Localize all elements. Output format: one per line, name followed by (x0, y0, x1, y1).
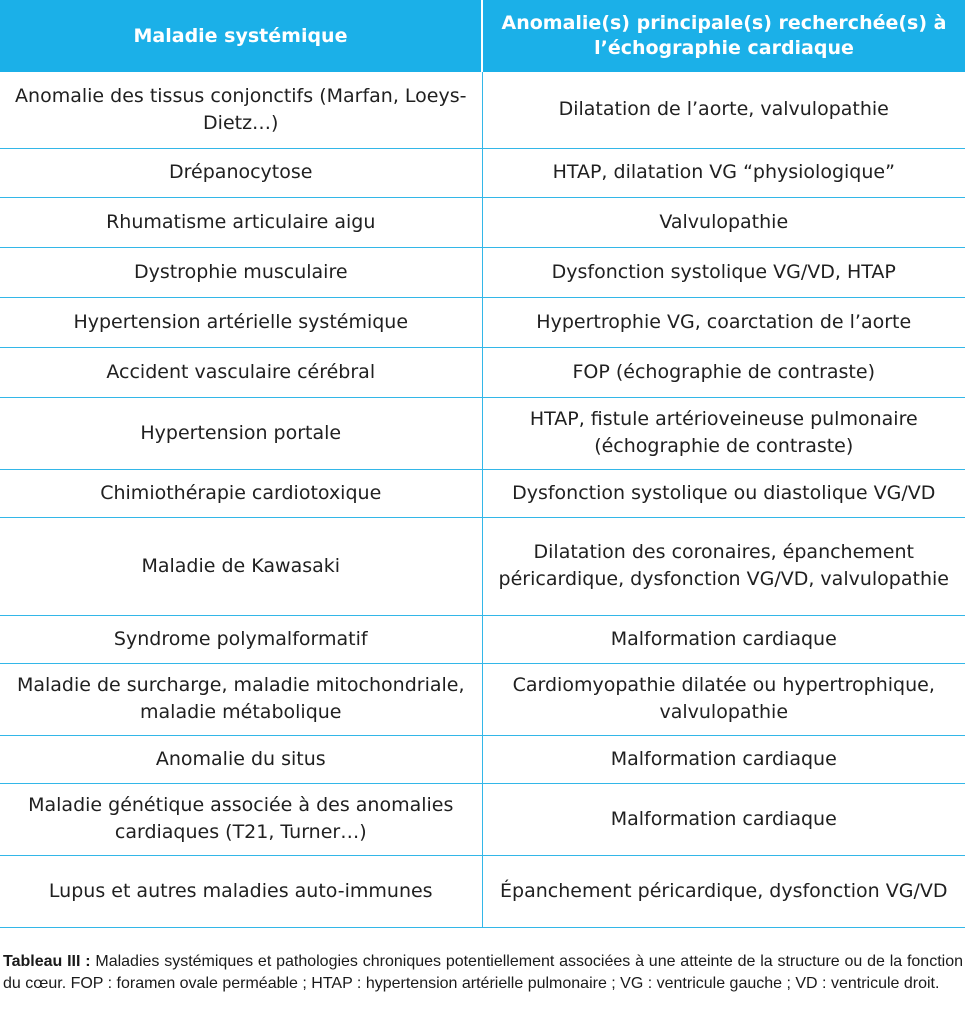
anomaly-cell: Dysfonction systolique ou diastolique VG/VD (482, 469, 965, 517)
disease-cell: Accident vasculaire cérébral (0, 347, 482, 397)
disease-cell: Maladie de Kawasaki (0, 517, 482, 615)
anomaly-cell: Dilatation de l’aorte, valvulopathie (482, 72, 965, 148)
table-body (0, 72, 965, 927)
anomaly-cell: HTAP, fistule artérioveineuse pulmonaire (échographie de contraste) (482, 397, 965, 469)
caption-label: Tableau III : (3, 953, 91, 970)
table-row (0, 783, 965, 855)
disease-cell: Maladie de surcharge, maladie mitochondriale, maladie métabolique (0, 663, 482, 735)
anomaly-cell: Malformation cardiaque (482, 783, 965, 855)
table-row (0, 347, 965, 397)
caption-text: Maladies systémiques et pathologies chroniques potentiellement associées à une atteinte de la structure ou de la fonction du cœur. FOP : foramen ovale perméable ; HTAP : hypertension artérielle pulmonaire ; VG : ventricule gauche ; VD : ventricule droit. (3, 953, 964, 992)
anomaly-cell: Cardiomyopathie dilatée ou hypertrophique, valvulopathie (482, 663, 965, 735)
table-row (0, 855, 965, 927)
anomaly-cell: Épanchement péricardique, dysfonction VG/VD (482, 855, 965, 927)
table-row (0, 148, 965, 197)
table-row (0, 517, 965, 615)
header-row (0, 0, 965, 72)
header-anomaly: Anomalie(s) principale(s) recherchée(s) à l’échographie cardiaque (482, 0, 965, 72)
disease-cell: Anomalie des tissus conjonctifs (Marfan, Loeys-Dietz…) (0, 72, 482, 148)
anomaly-cell: Dilatation des coronaires, épanchement péricardique, dysfonction VG/VD, valvulopathie (482, 517, 965, 615)
disease-cell: Lupus et autres maladies auto-immunes (0, 855, 482, 927)
disease-cell: Drépanocytose (0, 148, 482, 197)
anomaly-cell: Malformation cardiaque (482, 615, 965, 663)
table-row (0, 197, 965, 247)
table-row (0, 469, 965, 517)
header-disease: Maladie systémique (0, 0, 482, 72)
anomaly-cell: Hypertrophie VG, coarctation de l’aorte (482, 297, 965, 347)
disease-cell: Hypertension portale (0, 397, 482, 469)
anomaly-cell: FOP (échographie de contraste) (482, 347, 965, 397)
disease-cell: Anomalie du situs (0, 735, 482, 783)
disease-cell: Syndrome polymalformatif (0, 615, 482, 663)
table-row (0, 247, 965, 297)
table-header (0, 0, 965, 72)
disease-cell: Rhumatisme articulaire aigu (0, 197, 482, 247)
disease-cell: Hypertension artérielle systémique (0, 297, 482, 347)
table-row (0, 615, 965, 663)
table-row (0, 72, 965, 148)
disease-cell: Dystrophie musculaire (0, 247, 482, 297)
anomaly-cell: Malformation cardiaque (482, 735, 965, 783)
disease-cell: Chimiothérapie cardiotoxique (0, 469, 482, 517)
table-row (0, 297, 965, 347)
anomaly-cell: HTAP, dilatation VG “physiologique” (482, 148, 965, 197)
anomaly-cell: Dysfonction systolique VG/VD, HTAP (482, 247, 965, 297)
anomaly-cell: Valvulopathie (482, 197, 965, 247)
table-row (0, 735, 965, 783)
table-row (0, 663, 965, 735)
table-caption (3, 951, 963, 995)
disease-cell: Maladie génétique associée à des anomalies cardiaques (T21, Turner…) (0, 783, 482, 855)
table-row (0, 397, 965, 469)
